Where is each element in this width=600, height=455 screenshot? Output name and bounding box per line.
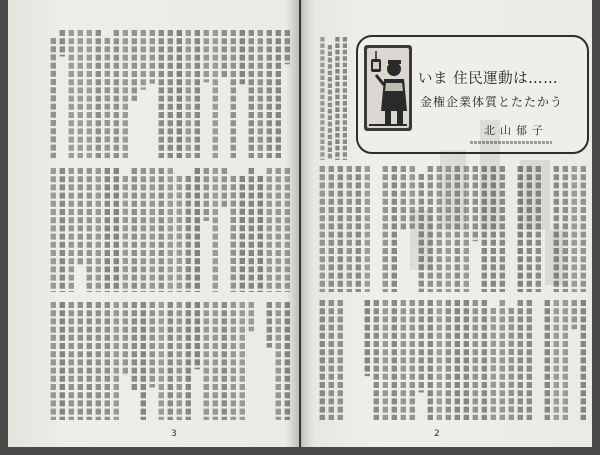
author-affiliation-texture (470, 141, 552, 144)
article-header-box (356, 35, 589, 154)
left-page (8, 0, 299, 447)
page-number-right: 2 (434, 429, 440, 439)
article-author: 北山郁子 (484, 124, 548, 137)
right-page (301, 0, 592, 447)
article-title: いま 住民運動は…… (418, 71, 559, 87)
woodcut-figure-with-lantern-icon (364, 45, 412, 131)
article-subtitle: 金権企業体質とたたかう (420, 95, 564, 109)
page-number-left: 3 (171, 429, 177, 439)
